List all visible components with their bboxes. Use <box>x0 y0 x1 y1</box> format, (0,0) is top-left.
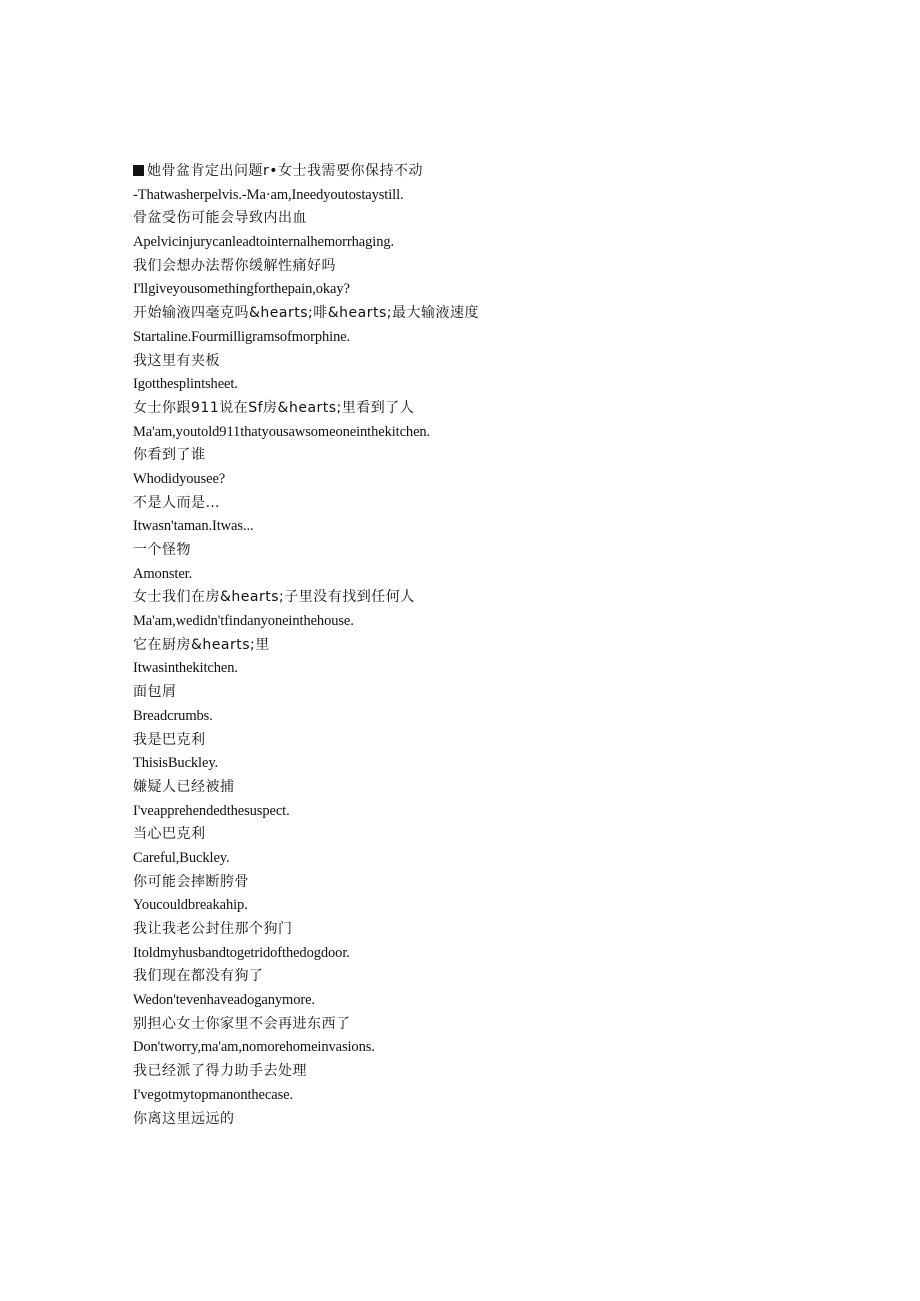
subtitle-line-chinese <box>133 918 873 942</box>
subtitle-line-english <box>133 326 873 350</box>
subtitle-line-english <box>133 278 873 302</box>
subtitle-line-chinese <box>133 634 873 658</box>
subtitle-text: 当心巴克利 <box>133 826 206 843</box>
subtitle-text: 面包屑 <box>133 684 177 701</box>
subtitle-line-chinese <box>133 776 873 800</box>
square-bullet-icon <box>133 165 144 176</box>
subtitle-text: I'veapprehendedthesuspect. <box>133 802 290 819</box>
subtitle-text: Ma'am,wedidn'tfindanyoneinthehouse. <box>133 613 354 630</box>
subtitle-line-chinese <box>133 1060 873 1084</box>
subtitle-line-chinese <box>133 539 873 563</box>
subtitle-text: 我们现在都没有狗了 <box>133 968 264 985</box>
subtitle-text: Amonster. <box>133 565 193 582</box>
subtitle-line-english <box>133 942 873 966</box>
subtitle-text: 它在厨房&hearts;里 <box>133 636 270 653</box>
subtitle-text: 她骨盆肯定出问题r•女士我需要你保持不动 <box>147 163 424 179</box>
subtitle-text: 我已经派了得力助手去处理 <box>133 1063 307 1080</box>
subtitle-text: 一个怪物 <box>133 542 191 558</box>
subtitle-line-chinese <box>133 586 873 610</box>
subtitle-text: -Thatwasherpelvis.-Ma·am,Ineedyoutostaystill. <box>133 186 404 203</box>
subtitle-line-chinese <box>133 1013 873 1037</box>
subtitle-line-english <box>133 1084 873 1108</box>
subtitle-line-english <box>133 610 873 634</box>
subtitle-transcript <box>133 160 873 1131</box>
subtitle-text: I'vegotmytopmanonthecase. <box>133 1086 293 1103</box>
subtitle-text: Wedon'tevenhaveadoganymore. <box>133 992 315 1009</box>
subtitle-text: 你可能会摔断胯骨 <box>133 873 249 890</box>
subtitle-line-chinese <box>133 1108 873 1132</box>
subtitle-text: 你看到了谁 <box>133 447 206 464</box>
subtitle-line-chinese <box>133 871 873 895</box>
subtitle-line-english <box>133 515 873 539</box>
subtitle-text: Startaline.Fourmilligramsofmorphine. <box>133 328 351 345</box>
subtitle-line-english <box>133 894 873 918</box>
subtitle-line-english <box>133 563 873 587</box>
subtitle-text: 我这里有夹板 <box>133 352 220 369</box>
subtitle-line-chinese <box>133 444 873 468</box>
subtitle-text: Ma'am,youtold911thatyousawsomeoneinthekitchen. <box>133 423 431 440</box>
subtitle-line-english <box>133 1036 873 1060</box>
subtitle-text: 你离这里远远的 <box>133 1110 235 1127</box>
subtitle-line-english <box>133 800 873 824</box>
subtitle-text: 女士我们在房&hearts;子里没有找到任何人 <box>133 589 415 606</box>
subtitle-text: Whodidyousee? <box>133 470 226 487</box>
subtitle-text: 我让我老公封住那个狗门 <box>133 921 293 937</box>
subtitle-line-english <box>133 184 873 208</box>
subtitle-line-english <box>133 705 873 729</box>
subtitle-line-chinese <box>133 255 873 279</box>
subtitle-text: Itoldmyhusbandtogetridofthedogdoor. <box>133 944 350 961</box>
subtitle-line-english <box>133 231 873 255</box>
subtitle-text: 我是巴克利 <box>133 731 206 748</box>
subtitle-line-chinese <box>133 681 873 705</box>
subtitle-text: I'llgiveyousomethingforthepain,okay? <box>133 281 350 298</box>
subtitle-text: 骨盆受伤可能会导致内出血 <box>133 210 307 227</box>
subtitle-text: Breadcrumbs. <box>133 707 213 724</box>
subtitle-text: 别担心女士你家里不会再进东西了 <box>133 1015 351 1032</box>
subtitle-text: 不是人而是… <box>133 494 220 511</box>
subtitle-text: Careful,Buckley. <box>133 849 230 866</box>
subtitle-line-chinese <box>133 729 873 753</box>
subtitle-line-chinese <box>133 397 873 421</box>
subtitle-line-english <box>133 752 873 776</box>
subtitle-line-chinese <box>133 823 873 847</box>
subtitle-line-english <box>133 373 873 397</box>
subtitle-text: Youcouldbreakahip. <box>133 897 248 914</box>
subtitle-text: Don'tworry,ma'am,nomorehomeinvasions. <box>133 1039 375 1056</box>
subtitle-line-english <box>133 421 873 445</box>
subtitle-text: ThisisBuckley. <box>133 755 219 772</box>
subtitle-text: 嫌疑人已经被捕 <box>133 778 235 795</box>
subtitle-text: 开始输液四毫克吗&hearts;啡&hearts;最大输液速度 <box>133 305 479 322</box>
subtitle-text: Itwasn'taman.Itwas... <box>133 518 254 535</box>
subtitle-line-chinese <box>133 965 873 989</box>
subtitle-line-chinese <box>133 492 873 516</box>
subtitle-line-chinese <box>133 160 873 184</box>
subtitle-text: Igotthesplintsheet. <box>133 376 238 393</box>
subtitle-line-english <box>133 468 873 492</box>
subtitle-line-chinese <box>133 207 873 231</box>
subtitle-line-chinese <box>133 302 873 326</box>
subtitle-text: 女士你跟911说在Sf房&hearts;里看到了人 <box>133 399 415 416</box>
subtitle-line-english <box>133 847 873 871</box>
subtitle-text: Itwasinthekitchen. <box>133 660 238 677</box>
subtitle-line-english <box>133 989 873 1013</box>
subtitle-text: 我们会想办法帮你缓解性痛好吗 <box>133 257 336 274</box>
subtitle-line-english <box>133 657 873 681</box>
subtitle-line-chinese <box>133 350 873 374</box>
subtitle-text: Apelvicinjurycanleadtointernalhemorrhaging. <box>133 234 395 251</box>
